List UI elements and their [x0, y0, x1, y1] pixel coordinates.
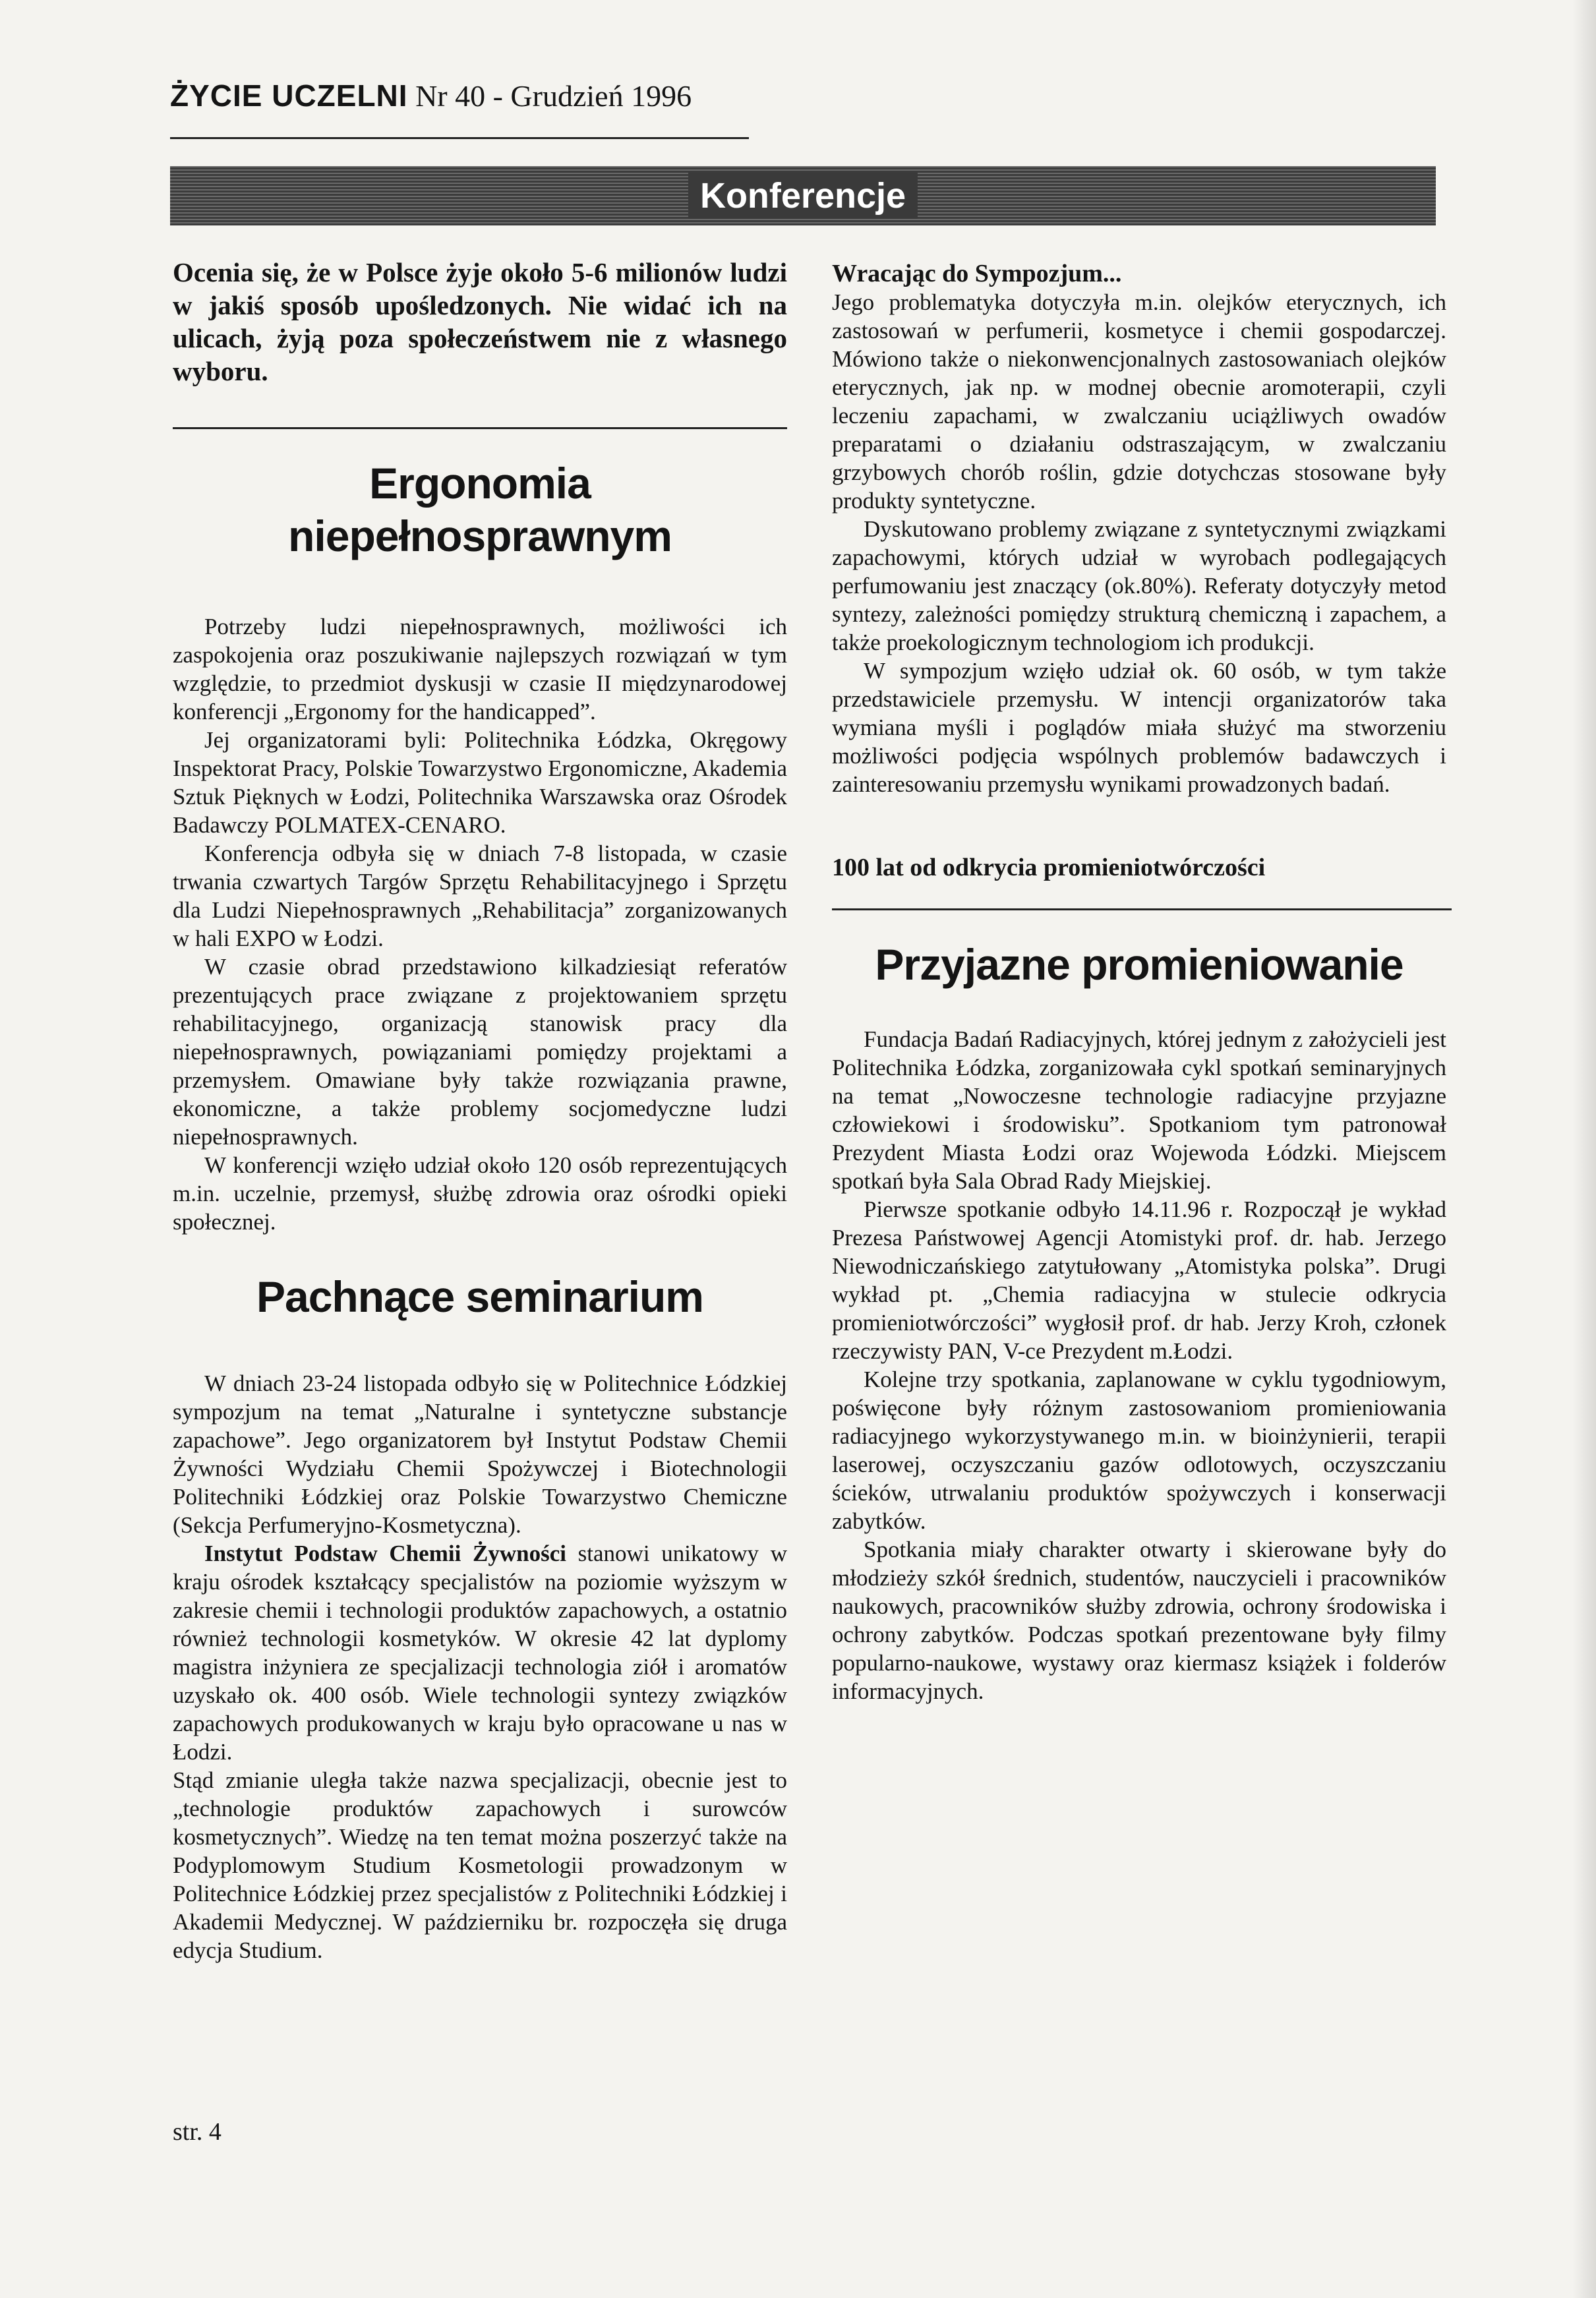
article2-paragraph: Jego problematyka dotyczyła m.in. olejków eterycznych, ich zastosowań w perfumerii, kosmetyce i chemii gospodarczej. Mówiono także o niekonwencjonalnych zastosowaniach olejków eterycznych, jak np. w modnej obecnie aromoterapii, czyli leczeniu zapachami, w zwalczaniu uciążliwych owadów preparatami o działaniu odstraszającym, w zwalczaniu grzybowych chorób roślin, gdzie dotychczas stosowane były produkty syntetyczne. [832, 289, 1446, 514]
page-number: str. 4 [173, 2118, 222, 2146]
article3-title: Przyjazne promieniowanie [875, 940, 1404, 989]
intro-lead: Ocenia się, że w Polsce żyje około 5-6 milionów ludzi w jakiś sposób upośledzonych. Nie widać ich na ulicach, żyją poza społeczeństwem nie z własnego wyboru. [173, 257, 787, 386]
publication-name: ŻYCIE UCZELNI [170, 78, 408, 113]
article2-title: Pachnące seminarium [256, 1272, 703, 1321]
article1-paragraph: W czasie obrad przedstawiono kilkadziesiąt referatów prezentujących prace związane z projektowaniem sprzętu rehabilitacyjnego, organizacją stanowisk pracy dla niepełnosprawnych, powiązaniami pomiędzy projektami a przemysłem. Omawiane były także rozwiązania prawne, ekonomiczne, a także problemy socjomedyczne ludzi niepełnosprawnych. [173, 954, 787, 1150]
article1-title: Ergonomia niepełnosprawnym [288, 459, 672, 560]
section-banner-label: Konferencje [688, 173, 918, 219]
right-column [832, 260, 1446, 1705]
article2-paragraph: Stąd zmianie uległa także nazwa specjalizacji, obecnie jest to „technologie produktów zapachowych i surowców kosmetycznych”. Wiedzę na ten temat można poszerzyć także na Podyplomowym Studium Kosmetologii prowadzonym w Politechnice Łódzkiej przez specjalistów z Politechniki Łódzkiej i Akademii Medycznej. W październiku br. rozpoczęła się druga edycja Studium. [173, 1767, 787, 1963]
section-banner [170, 166, 1436, 225]
article2-paragraph: Dyskutowano problemy związane z syntetycznymi związkami zapachowymi, których udział w wyrobach podlegających perfumowaniu jest znaczący (ok.80%). Referaty dotyczyły metod syntezy, zależności pomiędzy strukturą chemiczną i zapachem, a także proekologicznym technologiom ich produkcji. [832, 516, 1446, 655]
left-column [173, 256, 787, 1964]
article1-paragraph: Konferencja odbyła się w dniach 7-8 listopada, w czasie trwania czwartych Targów Sprzętu Rehabilitacyjnego i Sprzętu dla Ludzi Niepełnosprawnych „Rehabilitacja” zorganizowanych w hali EXPO w Łodzi. [173, 840, 787, 951]
article3-divider [832, 908, 1452, 910]
article3-paragraph: Fundacja Badań Radiacyjnych, której jednym z założycieli jest Politechnika Łódzka, zorganizowała cykl spotkań seminaryjnych na temat „Nowoczesne technologie radiacyjne przyjazne człowiekowi i środowisku”. Spotkaniom tym patronował Prezydent Miasta Łodzi oraz Wojewoda Łódzki. Miejscem spotkań była Sala Obrad Rady Miejskiej. [832, 1026, 1446, 1194]
article2-paragraph: Instytut Podstaw Chemii Żywności stanowi unikatowy w kraju ośrodek kształcący specjalistów na poziomie wyższym w zakresie chemii i technologii produktów zapachowych, a ostatnio również technologii kosmetyków. W okresie 42 lat dyplomy magistra inżyniera ze specjalizacji technologia ziół i aromatów uzyskało ok. 400 osób. Wiele technologii syntezy związków zapachowych produkowanych w kraju było opracowane u nas w Łodzi. [173, 1541, 787, 1765]
article2-subheading: Wracając do Sympozjum... [832, 260, 1122, 287]
article3-paragraph: Kolejne trzy spotkania, zaplanowane w cyklu tygodniowym, poświęcone były różnym zastosowaniom promieniowania radiacyjnego wykorzystywanego m.in. w bioinżynierii, terapii laserowej, oczyszczaniu gazów odlotowych, oczyszczaniu ścieków, utrwalaniu produktów spożywczych i konserwacji zabytków. [832, 1367, 1446, 1534]
article1-paragraph: Jej organizatorami byli: Politechnika Łódzka, Okręgowy Inspektorat Pracy, Polskie Towarzystwo Ergonomiczne, Akademia Sztuk Pięknych w Łodzi, Politechnika Warszawska oraz Ośrodek Badawczy POLMATEX-CENARO. [173, 727, 787, 838]
article1-paragraph: Potrzeby ludzi niepełnosprawnych, możliwości ich zaspokojenia oraz poszukiwanie najlepszych rozwiązań w tym względzie, to przedmiot dyskusji w czasie II międzynarodowej konferencji „Ergonomy for the handicapped”. [173, 614, 787, 724]
institute-name: Instytut Podstaw Chemii Żywności [204, 1541, 566, 1566]
page-edge-shadow [1572, 0, 1596, 2298]
running-header [170, 78, 692, 113]
intro-divider [173, 427, 787, 429]
header-rule [170, 137, 749, 139]
article2-paragraph: W sympozjum wzięło udział ok. 60 osób, w tym także przedstawiciele przemysłu. W intencji organizatorów taka wymiana myśli i poglądów miała służyć ma stworzeniu możliwości podjęcia wspólnych problemów badawczych i zainteresowaniu przemysłu wynikami prowadzonych badań. [832, 658, 1446, 797]
issue-info: Nr 40 - Grudzień 1996 [415, 79, 692, 113]
article2-paragraph: W dniach 23-24 listopada odbyło się w Politechnice Łódzkiej sympozjum na temat „Naturalne i syntetyczne substancje zapachowe”. Jego organizatorem był Instytut Podstaw Chemii Żywności Wydziału Chemii Spożywczej i Biotechnologii Politechniki Łódzkiej oraz Polskie Towarzystwo Chemiczne (Sekcja Perfumeryjno-Kosmetyczna). [173, 1370, 787, 1538]
article3-paragraph: Spotkania miały charakter otwarty i skierowane były do młodzieży szkół średnich, studentów, nauczycieli i pracowników naukowych, pracowników służby zdrowia, ochrony środowiska i ochrony zabytków. Podczas spotkań prezentowane były filmy popularno-naukowe, wystawy oraz kiermasz książek i folderów informacyjnych. [832, 1537, 1446, 1704]
article3-paragraph: Pierwsze spotkanie odbyło 14.11.96 r. Rozpoczął je wykład Prezesa Państwowej Agencji Atomistyki prof. dr. hab. Jerzego Niewodniczańskiego zatytułowany „Atomistyka polska”. Drugi wykład pt. „Chemia radiacyjna w stulecie odkrycia promieniotwórczości” wygłosił prof. dr hab. Jerzy Kroh, członek rzeczywisty PAN, V-ce Prezydent m.Łodzi. [832, 1196, 1446, 1364]
article3-kicker: 100 lat od odkrycia promieniotwórczości [832, 854, 1266, 881]
article1-paragraph: W konferencji wzięło udział około 120 osób reprezentujących m.in. uczelnie, przemysł, służbę zdrowia oraz ośrodki opieki społecznej. [173, 1152, 787, 1235]
